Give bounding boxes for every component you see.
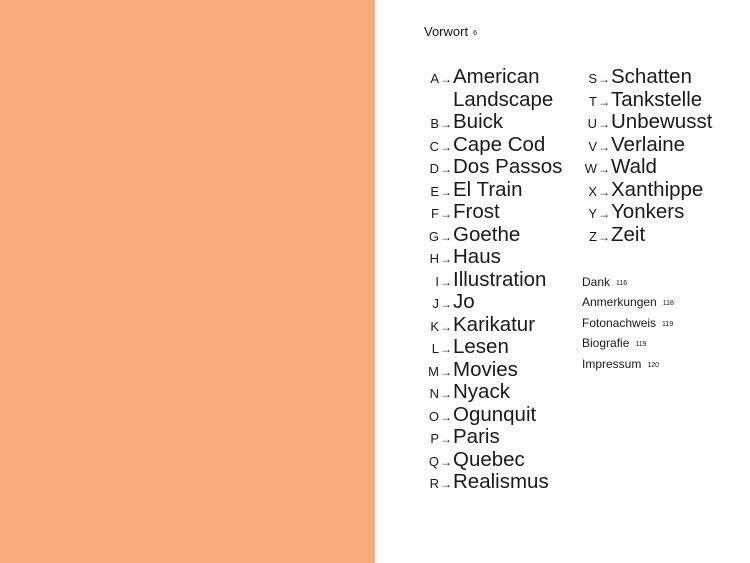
entry-title: Verlaine — [611, 132, 686, 156]
entry-marker — [424, 454, 452, 469]
arrow-right-icon: → — [440, 184, 452, 199]
entry-letter: N — [429, 386, 439, 401]
entry-marker — [424, 476, 452, 491]
entry-letter: K — [430, 318, 439, 334]
arrow-right-icon: → — [598, 72, 610, 86]
toc-entry[interactable] — [424, 404, 578, 427]
toc-entry[interactable] — [582, 134, 736, 157]
entry-marker — [424, 71, 452, 86]
toc-entry[interactable] — [424, 471, 578, 494]
entry-marker — [582, 229, 610, 244]
entry-letter: O — [428, 408, 439, 424]
toc-entry[interactable] — [424, 381, 578, 404]
entry-title: Dos Passos — [453, 155, 563, 178]
arrow-right-icon: → — [440, 432, 452, 446]
arrow-right-icon: → — [440, 229, 452, 244]
entry-marker — [424, 161, 452, 176]
toc-entry[interactable] — [582, 224, 736, 247]
entry-letter: X — [588, 183, 597, 199]
entry-letter: T — [589, 93, 597, 109]
entry-title: Wald — [611, 155, 657, 178]
toc-backmatter — [582, 273, 674, 375]
toc-entry[interactable] — [582, 66, 736, 89]
backmatter-label: Fotonachweis — [582, 315, 657, 330]
entry-letter: I — [435, 273, 439, 289]
entry-letter: M — [428, 363, 439, 379]
arrow-right-icon: → — [440, 364, 452, 379]
entry-letter: V — [588, 138, 597, 154]
entry-title: El Train — [453, 177, 523, 201]
entry-letter: U — [587, 116, 597, 131]
entry-title: Movies — [453, 357, 518, 381]
entry-title: Unbewusst — [611, 110, 713, 133]
backmatter-label: Anmerkungen — [582, 295, 657, 310]
entry-letter: D — [429, 161, 439, 176]
arrow-right-icon: → — [598, 184, 610, 199]
entry-marker — [424, 341, 452, 356]
backmatter-label: Impressum — [582, 356, 642, 371]
arrow-right-icon: → — [598, 162, 610, 176]
entry-letter: B — [430, 116, 439, 131]
entry-marker — [582, 184, 610, 199]
entry-title: Tankstelle — [611, 87, 703, 111]
toc-entry[interactable] — [582, 156, 736, 179]
toc-entry[interactable] — [424, 179, 578, 202]
entry-marker — [582, 139, 610, 154]
toc-entry[interactable] — [582, 179, 736, 202]
entry-letter: W — [584, 161, 597, 176]
toc-entry[interactable] — [582, 201, 736, 224]
arrow-right-icon: → — [440, 72, 452, 86]
entry-letter: F — [431, 206, 439, 221]
entry-marker — [582, 116, 610, 131]
arrow-right-icon: → — [598, 207, 610, 221]
entry-title: Goethe — [453, 222, 521, 246]
arrow-right-icon: → — [440, 319, 452, 334]
entry-title: Xanthippe — [611, 177, 704, 201]
entry-marker — [424, 319, 452, 334]
entry-title: Cape Cod — [453, 132, 546, 156]
toc-entry[interactable] — [424, 201, 578, 224]
toc-column-s-z — [582, 66, 736, 246]
foreword-label: Vorwort — [424, 24, 469, 39]
toc-entry[interactable] — [424, 134, 578, 157]
backmatter-label: Biografie — [582, 336, 630, 351]
toc-entry[interactable] — [424, 111, 578, 134]
entry-title: Haus — [453, 245, 501, 268]
entry-title: Quebec — [453, 447, 525, 471]
backmatter-page-number: 120 — [647, 361, 660, 369]
backmatter-entry[interactable] — [582, 273, 674, 293]
entry-title: American Landscape — [453, 65, 554, 111]
backmatter-entry[interactable] — [582, 293, 674, 313]
entry-marker — [424, 409, 452, 424]
arrow-right-icon: → — [440, 274, 452, 289]
toc-foreword[interactable] — [424, 24, 477, 42]
entry-marker — [424, 386, 452, 401]
entry-marker — [424, 184, 452, 199]
table-of-contents-page — [375, 0, 750, 563]
entry-letter: G — [428, 228, 439, 244]
toc-column-a-r — [424, 66, 578, 494]
toc-entry[interactable] — [424, 66, 578, 111]
entry-marker — [424, 139, 452, 154]
arrow-right-icon: → — [440, 252, 452, 266]
entry-letter: A — [430, 71, 439, 86]
entry-marker — [424, 251, 452, 266]
entry-marker — [582, 206, 610, 221]
entry-title: Karikatur — [453, 312, 536, 336]
entry-letter: Z — [589, 228, 597, 244]
arrow-right-icon: → — [440, 162, 452, 176]
toc-entry[interactable] — [424, 224, 578, 247]
toc-entry[interactable] — [424, 314, 578, 337]
backmatter-label: Dank — [582, 275, 611, 289]
entry-title: Illustration — [453, 267, 547, 291]
arrow-right-icon: → — [598, 117, 610, 131]
entry-title: Schatten — [611, 65, 692, 88]
toc-entry[interactable] — [582, 89, 736, 112]
arrow-right-icon: → — [440, 342, 452, 356]
entry-marker — [424, 206, 452, 221]
toc-entry[interactable] — [424, 359, 578, 382]
entry-marker — [582, 71, 610, 86]
backmatter-page-number: 119 — [662, 320, 674, 328]
foreword-page-number: 6 — [473, 30, 477, 37]
toc-entry[interactable] — [424, 269, 578, 292]
arrow-right-icon: → — [440, 207, 452, 221]
entry-marker — [582, 94, 610, 109]
toc-entry[interactable] — [424, 426, 578, 449]
arrow-right-icon: → — [598, 139, 610, 154]
entry-title: Nyack — [453, 380, 510, 403]
entry-marker — [582, 161, 610, 176]
entry-title: Frost — [453, 200, 500, 223]
entry-letter: H — [429, 251, 439, 266]
arrow-right-icon: → — [440, 387, 452, 401]
entry-title: Buick — [453, 110, 504, 133]
arrow-right-icon: → — [440, 117, 452, 131]
entry-title: Paris — [453, 425, 500, 448]
entry-marker — [424, 116, 452, 131]
entry-letter: P — [430, 431, 439, 446]
entry-title: Lesen — [453, 335, 509, 358]
entry-title: Zeit — [611, 222, 646, 246]
arrow-right-icon: → — [598, 229, 610, 244]
backmatter-page-number: 116 — [616, 280, 628, 287]
entry-letter: S — [588, 71, 597, 86]
arrow-right-icon: → — [440, 139, 452, 154]
entry-letter: R — [429, 476, 439, 491]
entry-marker — [424, 364, 452, 379]
toc-entry[interactable] — [582, 111, 736, 134]
entry-marker — [424, 229, 452, 244]
toc-entry[interactable] — [424, 449, 578, 472]
entry-letter: E — [430, 183, 439, 199]
backmatter-entry[interactable] — [582, 334, 674, 354]
entry-letter: L — [431, 341, 439, 356]
arrow-right-icon: → — [598, 94, 610, 109]
toc-entry[interactable] — [424, 291, 578, 314]
arrow-right-icon: → — [440, 477, 452, 491]
toc-entry[interactable] — [424, 336, 578, 359]
entry-title: Ogunquit — [453, 402, 537, 426]
backmatter-page-number: 118 — [662, 300, 674, 308]
entry-marker — [424, 296, 452, 311]
backmatter-entry[interactable] — [582, 314, 674, 334]
entry-marker — [424, 274, 452, 289]
entry-letter: C — [429, 138, 439, 154]
entry-title: Yonkers — [611, 200, 685, 223]
backmatter-entry[interactable] — [582, 355, 674, 375]
arrow-right-icon: → — [440, 297, 452, 311]
entry-title: Jo — [453, 290, 475, 313]
entry-letter: Y — [588, 206, 597, 221]
entry-letter: Q — [428, 453, 439, 469]
toc-entry[interactable] — [424, 156, 578, 179]
arrow-right-icon: → — [440, 454, 452, 469]
backmatter-page-number: 119 — [635, 341, 647, 349]
arrow-right-icon: → — [440, 409, 452, 424]
entry-letter: J — [432, 296, 439, 311]
toc-entry[interactable] — [424, 246, 578, 269]
entry-title: Realismus — [453, 470, 549, 493]
entry-marker — [424, 431, 452, 446]
